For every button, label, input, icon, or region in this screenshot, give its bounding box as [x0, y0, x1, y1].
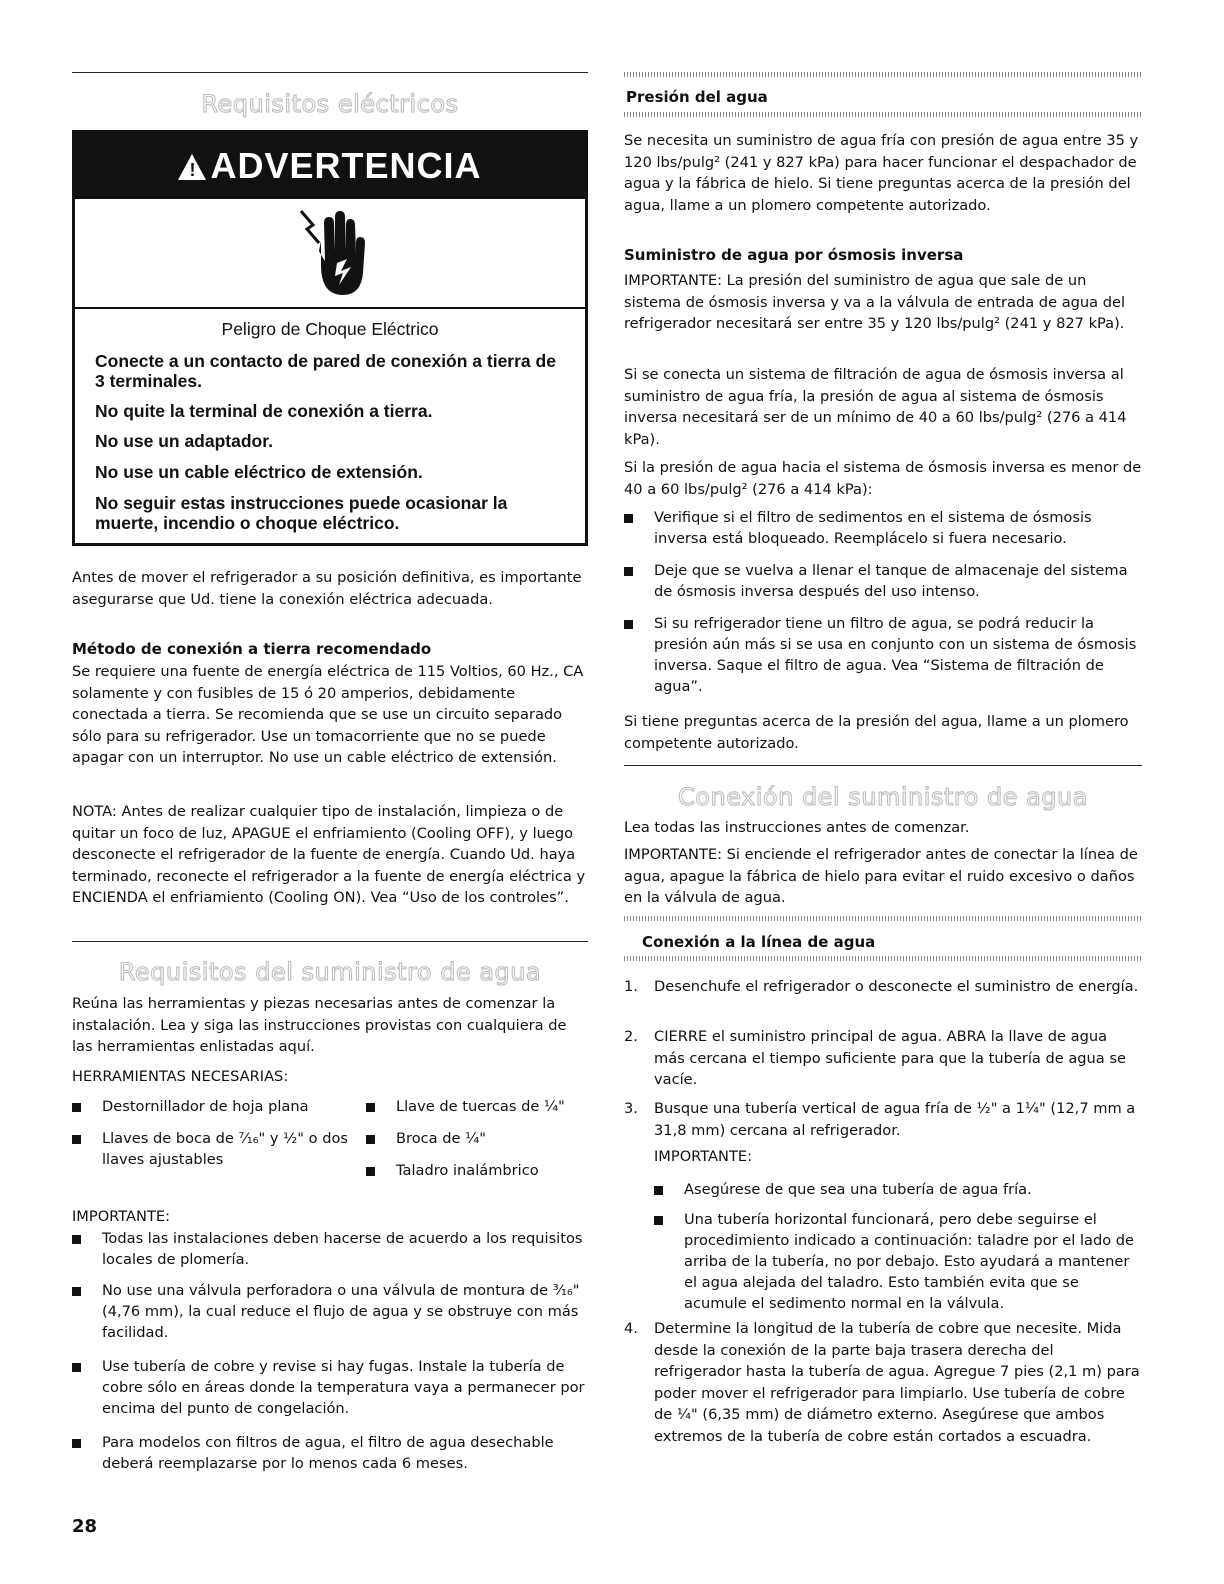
- tool-item: Llaves de boca de ⁷⁄₁₆" y ½" o dos llaves ajustables: [72, 1128, 362, 1170]
- page-number: 28: [72, 1516, 98, 1537]
- hatch-rule: [624, 916, 1142, 921]
- section-rule: [624, 765, 1142, 766]
- step-text: Busque una tubería vertical de agua fría de ½" a 1¼" (12,7 mm a 31,8 mm) cercana al refrigerador.: [654, 1100, 1136, 1139]
- section-rule: [72, 72, 588, 73]
- grounding-text: Se requiere una fuente de energía eléctrica de 115 Voltios, 60 Hz., CA solamente y con fusibles de 15 ó 20 amperios, debidamente conectada a tierra. Se recomienda que se use un circuito separado sólo para su refrigerador. Use un tomacorriente que no se puede apagar con un interruptor. No use un cable eléctrico de extensión.: [72, 663, 584, 766]
- tool-item: Llave de tuercas de ¼": [366, 1096, 588, 1117]
- electrical-intro: Antes de mover el refrigerador a su posición definitiva, es importante asegurarse que Ud. tiene la conexión eléctrica adecuada.: [72, 569, 582, 608]
- warning-line: No seguir estas instrucciones puede ocasionar la muerte, incendio o choque eléctrico.: [95, 493, 508, 533]
- step3-important: IMPORTANTE:: [654, 1148, 752, 1165]
- tool-item: Taladro inalámbrico: [366, 1160, 588, 1181]
- ro-important-text: La presión del suministro de agua que sale de un sistema de ósmosis inversa y va a la válvula de entrada de agua del refrigerador necesitará ser entre 35 y 120 lbs/pulg² (241 y 827 kPa).: [624, 272, 1126, 332]
- note-text: Antes de realizar cualquier tipo de instalación, limpieza o de quitar un foco de luz, APAGUE el enfriamiento (Cooling OFF), y luego desconecte el refrigerador de la fuente de energía. Cuando Ud. haya terminado, reconecte el refrigerador a la fuente de energía eléctrica y ENCIENDA el enfriamiento (Cooling ON). Vea “Uso de los controles”.: [72, 803, 586, 906]
- ro-item: Deje que se vuelva a llenar el tanque de almacenaje del sistema de ósmosis inversa después del uso intenso.: [624, 560, 1142, 602]
- warning-line: No use un cable eléctrico de extensión.: [95, 462, 423, 482]
- hatch-rule: [624, 72, 1142, 77]
- shock-hazard-hand-icon: [299, 203, 369, 303]
- warning-line: Conecte a un contacto de pared de conexión a tierra de 3 terminales.: [95, 351, 556, 391]
- step-number: 3.: [624, 1100, 638, 1117]
- step-item: [624, 1026, 1142, 1091]
- hazard-label: Peligro de Choque Eléctrico: [221, 319, 439, 339]
- step-item: [624, 1098, 1142, 1141]
- warning-triangle-icon: !: [178, 154, 206, 180]
- section-rule: [72, 941, 588, 942]
- connection-important: [624, 844, 1142, 909]
- tool-item: Destornillador de hoja plana: [72, 1096, 342, 1117]
- warning-banner: [75, 133, 585, 199]
- important-heading: IMPORTANTE:: [72, 1208, 170, 1225]
- step-number: 4.: [624, 1320, 638, 1337]
- connection-intro: Lea todas las instrucciones antes de comenzar.: [624, 819, 970, 836]
- important-item: No use una válvula perforadora o una válvula de montura de ³⁄₁₆" (4,76 mm), la cual reduce el flujo de agua y se obstruye con más facilidad.: [72, 1280, 588, 1343]
- warning-line: No use un adaptador.: [95, 431, 273, 451]
- warning-line: No quite la terminal de conexión a tierra.: [95, 401, 433, 421]
- ro-paragraph-3: Si la presión de agua hacia el sistema de ósmosis inversa es menor de 40 a 60 lbs/pulg² (276 a 414 kPa):: [624, 459, 1142, 498]
- connection-important-text: Si enciende el refrigerador antes de conectar la línea de agua, apague la fábrica de hielo para evitar el ruido excesivo o daños en la válvula de agua.: [624, 846, 1138, 906]
- step-item: [624, 976, 1142, 998]
- important-item: Para modelos con filtros de agua, el filtro de agua desechable deberá reemplazarse por lo menos cada 6 meses.: [72, 1432, 588, 1474]
- note-label: NOTA:: [72, 803, 117, 820]
- water-intro: Reúna las herramientas y piezas necesarias antes de comenzar la instalación. Lea y siga las instrucciones provistas con cualquiera de las herramientas enlistadas aquí.: [72, 995, 567, 1055]
- ro-important-label: IMPORTANTE:: [624, 272, 722, 289]
- ro-paragraph-1: [624, 270, 1142, 335]
- hatch-rule: [624, 956, 1142, 961]
- warning-box: [72, 130, 588, 546]
- step-text: CIERRE el suministro principal de agua. ABRA la llave de agua más cercana el tiempo suficiente para que la tubería de agua se vacíe.: [654, 1028, 1126, 1088]
- warning-divider: [75, 307, 585, 309]
- pressure-heading: Presión del agua: [626, 88, 768, 106]
- step-text: Desenchufe el refrigerador o desconecte el suministro de energía.: [654, 978, 1139, 995]
- step-number: 2.: [624, 1028, 638, 1045]
- electrical-title: Requisitos eléctricos: [201, 90, 459, 118]
- warning-banner-text: ADVERTENCIA: [210, 145, 482, 186]
- step-number: 1.: [624, 978, 638, 995]
- hatch-rule: [624, 112, 1142, 117]
- grounding-heading: Método de conexión a tierra recomendado: [72, 640, 432, 658]
- step-item: [624, 1318, 1142, 1447]
- ro-paragraph-4: Si tiene preguntas acerca de la presión del agua, llame a un plomero competente autorizado.: [624, 713, 1129, 752]
- step3-item: Una tubería horizontal funcionará, pero debe seguirse el procedimiento indicado a continuación: taladre por el lado de arriba de la tubería, no por debajo. Esto ayudará a mantener el agua alejada del taladro. Esto también evita que se acumule el sedimento normal en la válvula.: [654, 1209, 1142, 1314]
- pressure-text: Se necesita un suministro de agua fría con presión de agua entre 35 y 120 lbs/pulg² (241 y 827 kPa) para hacer funcionar el despachador de agua y la fábrica de hielo. Si tiene preguntas acerca de la presión del agua, llame a un plomero competente autorizado.: [624, 132, 1139, 214]
- water-title: Requisitos del suministro de agua: [118, 958, 542, 986]
- note-paragraph: [72, 801, 588, 909]
- connection-title: Conexión del suministro de agua: [678, 783, 1088, 811]
- ro-heading: Suministro de agua por ósmosis inversa: [624, 246, 964, 264]
- step3-item: Asegúrese de que sea una tubería de agua fría.: [654, 1179, 1142, 1200]
- tool-item: Broca de ¼": [366, 1128, 588, 1149]
- important-item: Use tubería de cobre y revise si hay fugas. Instale la tubería de cobre sólo en áreas donde la temperatura vaya a permanecer por encima del punto de congelación.: [72, 1356, 588, 1419]
- connection-important-label: IMPORTANTE:: [624, 846, 722, 863]
- line-heading: Conexión a la línea de agua: [642, 933, 876, 951]
- ro-item: Si su refrigerador tiene un filtro de agua, se podrá reducir la presión aún más si se usa en conjunto con un sistema de ósmosis inversa. Saque el filtro de agua. Vea “Sistema de filtración de agua”.: [624, 613, 1142, 697]
- tools-heading: HERRAMIENTAS NECESARIAS:: [72, 1068, 289, 1085]
- ro-paragraph-2: Si se conecta un sistema de filtración de agua de ósmosis inversa al suministro de agua fría, la presión de agua al sistema de ósmosis inversa necesitará ser de un mínimo de 40 a 60 lbs/pulg² (276 a 414 kPa).: [624, 366, 1127, 448]
- step-text: Determine la longitud de la tubería de cobre que necesite. Mida desde la conexión de la parte baja trasera derecha del refrigerador hasta la tubería de agua. Agregue 7 pies (2,1 m) para poder mover el refrigerador para limpiarlo. Use tubería de cobre de ¼" (6,35 mm) de diámetro externo. Asegúrese que ambos extremos de la tubería de cobre están cortados a escuadra.: [654, 1320, 1140, 1445]
- ro-item: Verifique si el filtro de sedimentos en el sistema de ósmosis inversa está bloqueado. Reemplácelo si fuera necesario.: [624, 507, 1142, 549]
- important-item: Todas las instalaciones deben hacerse de acuerdo a los requisitos locales de plomería.: [72, 1228, 588, 1270]
